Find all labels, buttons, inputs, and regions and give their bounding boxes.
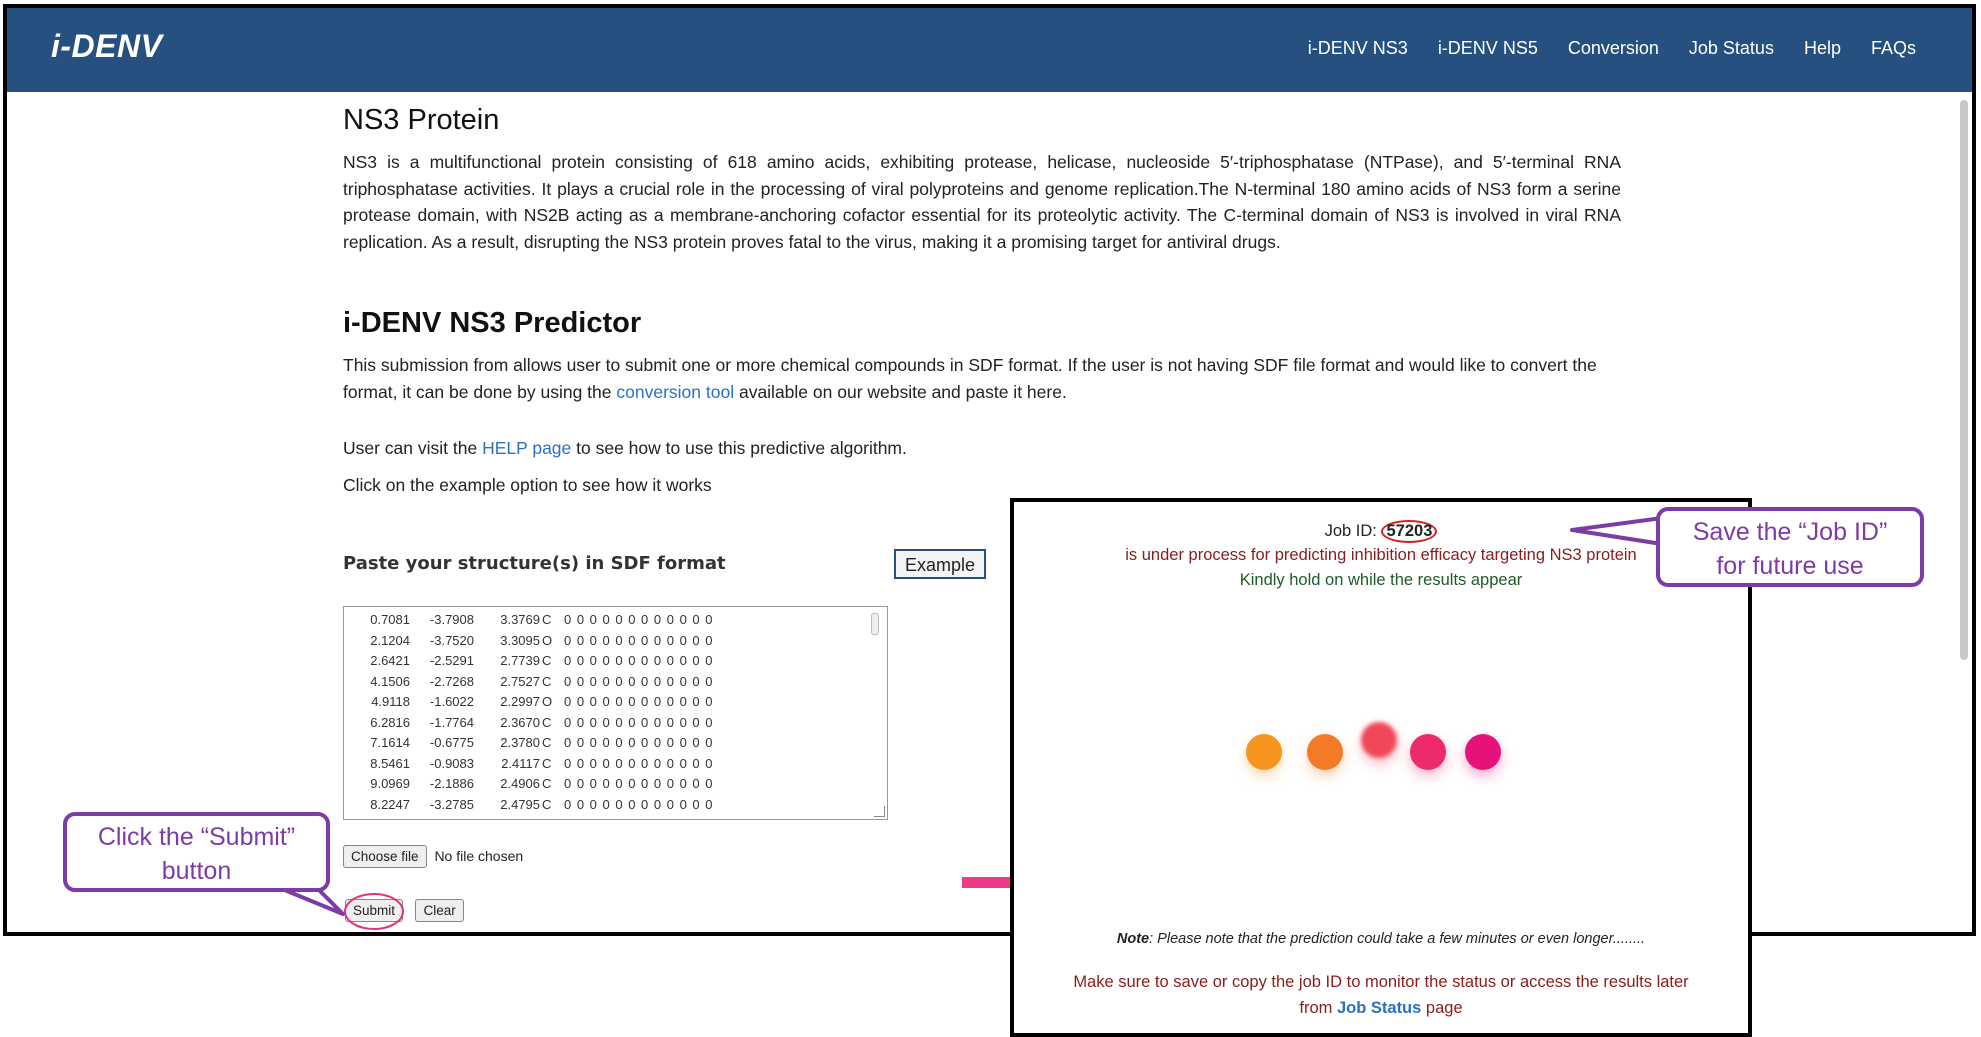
- sdf-row: 0.7081 -3.7908 3.3769 C 0 0 0 0 0 0 0 0 0 0 0 0: [370, 612, 714, 627]
- sdf-row: 2.6421 -2.5291 2.7739 C 0 0 0 0 0 0 0 0 0 0 0 0: [370, 653, 714, 668]
- example-hint: Click on the example option to see how it works: [343, 474, 712, 495]
- no-file-text: No file chosen: [434, 848, 524, 864]
- sdf-label: Paste your structure(s) in SDF format: [343, 553, 726, 574]
- loading-dot: [1361, 722, 1397, 758]
- loading-dot: [1410, 734, 1446, 770]
- nav-link-job-status[interactable]: Job Status: [1688, 38, 1774, 58]
- loading-dot: [1307, 734, 1343, 770]
- sdf-row: 6.2816 -1.7764 2.3670 C 0 0 0 0 0 0 0 0 0 0 0 0: [370, 714, 714, 730]
- submit-button[interactable]: Submit: [345, 899, 403, 922]
- ns3-description: NS3 is a multifunctional protein consisting of 618 amino acids, exhibiting protease, helicase, nucleoside 5′-triphosphatase (NTPase), and 5′-terminal RNA triphosphatase activities. It plays a crucial role in the processing of viral polyproteins and genome replication.The N-terminal 180 amino acids of NS3 form a serine protease domain, with NS2B acting as a membrane-anchoring cofactor essential for its proteolytic activity. The C-terminal domain of NS3 is involved in viral RNA replication. As a result, disrupting the NS3 protein proves fatal to the virus, making it a promising target for antiviral drugs.: [343, 152, 1621, 252]
- sdf-row: 8.2247 -3.2785 2.4795 C 0 0 0 0 0 0 0 0 0 0 0 0: [370, 796, 714, 812]
- help-line: User can visit the HELP page to see how to use this predictive algorithm.: [343, 438, 907, 458]
- nav-links: [1308, 38, 1916, 59]
- navbar: [7, 8, 1972, 92]
- save-job-message: Make sure to save or copy the job ID to monitor the status or access the results later from Job Status page: [1073, 973, 1689, 1017]
- predictor-title: i-DENV NS3 Predictor: [343, 307, 642, 339]
- submit-callout: Click the “Submit” button: [63, 812, 330, 892]
- page-scrollbar[interactable]: [1960, 100, 1968, 660]
- resize-grip-icon[interactable]: [874, 806, 885, 817]
- nav-link-faqs[interactable]: FAQs: [1870, 38, 1916, 58]
- choose-file-button[interactable]: Choose file: [343, 845, 427, 868]
- sdf-row: 4.9118 -1.6022 2.2997 O 0 0 0 0 0 0 0 0 0 0 0 0: [371, 694, 714, 709]
- brand-logo[interactable]: i-DENV: [51, 28, 163, 64]
- loading-dot: [1465, 734, 1501, 770]
- sdf-row: 9.0969 -2.1886 2.4906 C 0 0 0 0 0 0 0 0 0 0 0 0: [370, 776, 714, 791]
- conversion-tool-link[interactable]: conversion tool: [616, 381, 735, 402]
- sdf-scrollbar[interactable]: [871, 613, 879, 635]
- job-status-link[interactable]: Job Status: [1336, 999, 1422, 1017]
- job-id-value: 57203: [1381, 520, 1437, 543]
- nav-link-ns3[interactable]: i-DENV NS3: [1307, 38, 1408, 58]
- job-id-callout: Save the “Job ID” for future use: [1656, 507, 1924, 587]
- nav-link-help[interactable]: Help: [1803, 38, 1841, 58]
- sdf-textarea[interactable]: [343, 606, 888, 820]
- sdf-row: 7.1614 -0.6775 2.3780 C 0 0 0 0 0 0 0 0 0 0 0 0: [370, 735, 714, 750]
- processing-text: is under process for predicting inhibition efficacy targeting NS3 protein: [1125, 546, 1637, 564]
- sdf-row: 2.1204 -3.7520 3.3095 O 0 0 0 0 0 0 0 0 0 0 0 0: [370, 632, 714, 648]
- loading-dot: [1246, 734, 1282, 770]
- predictor-intro: This submission from allows user to submit one or more chemical compounds in SDF format. If the user is not having SDF file format and would like to convert the format, it can be done by using the conversion tool available on our website and paste it here.: [343, 355, 1597, 402]
- clear-button[interactable]: Clear: [415, 899, 463, 922]
- note-text: Note: Please note that the prediction could take a few minutes or even longer........: [1116, 931, 1646, 947]
- nav-link-ns5[interactable]: i-DENV NS5: [1437, 38, 1538, 58]
- ns3-title: NS3 Protein: [343, 104, 500, 136]
- job-id-line: Job ID: 57203: [1014, 520, 1748, 543]
- hold-on-text: Kindly hold on while the results appear: [1239, 571, 1523, 589]
- sdf-row: 8.5461 -0.9083 2.4117 C 0 0 0 0 0 0 0 0 0 0 0 0: [370, 755, 714, 771]
- sdf-rows: [344, 607, 887, 815]
- job-popup: [1010, 498, 1752, 1037]
- nav-link-conversion[interactable]: Conversion: [1567, 38, 1659, 58]
- example-button[interactable]: Example: [894, 549, 986, 579]
- main-content: [343, 96, 1621, 498]
- sdf-row: 4.1506 -2.7268 2.7527 C 0 0 0 0 0 0 0 0 0 0 0 0: [370, 673, 714, 689]
- help-page-link[interactable]: HELP page: [482, 438, 572, 458]
